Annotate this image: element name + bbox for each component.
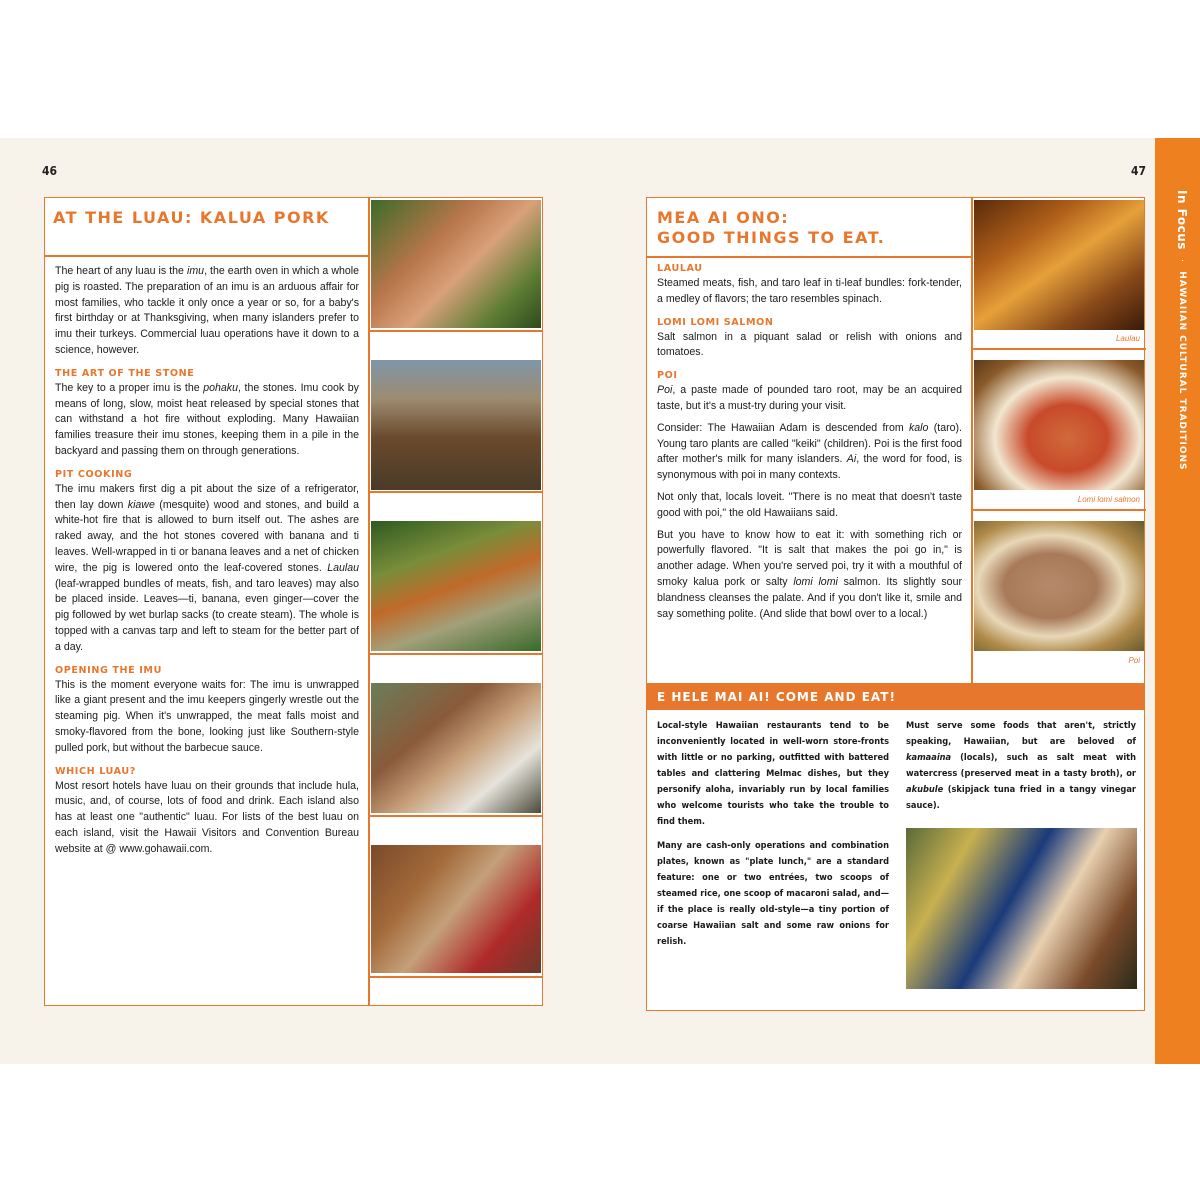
photo-divider — [369, 815, 543, 817]
section-heading: PIT COOKING — [55, 468, 133, 480]
section-paragraph: Poi, a paste made of pounded taro root, may be an acquired taste, but it's a must-try during your visit. — [657, 384, 962, 412]
come-and-eat-box — [646, 684, 1145, 1011]
come-and-eat-banner — [647, 684, 1144, 710]
roast-pig-photo — [371, 200, 541, 328]
good-things-box — [646, 197, 1145, 684]
section-heading: POI — [657, 370, 678, 382]
chapter-sidebar — [1155, 138, 1200, 1064]
section-heading: THE ART OF THE STONE — [55, 367, 195, 379]
section-paragraph: Salt salmon in a piquant salad or relish with onions and tomatoes. — [657, 330, 962, 359]
right-page-number: 47 — [1131, 164, 1147, 178]
section-paragraph: This is the moment everyone waits for: The imu is unwrapped like a giant present and the imu keepers gingerly wrestle out the steaming pig. When it's unwrapped, the meat falls moist and smoky-flavored from the bone, looking just like Southern-style pulled pork, but without the barbecue sauce. — [55, 678, 359, 754]
pulled-pork-photo — [371, 845, 541, 973]
title-divider — [647, 256, 972, 258]
photo-divider — [972, 348, 1146, 350]
book-spread — [0, 138, 1200, 1064]
photo-divider — [369, 330, 543, 332]
lomi-lomi-salmon-caption: Lomi lomi salmon — [1077, 495, 1140, 504]
title-divider — [45, 255, 369, 257]
good-things-text — [657, 262, 962, 628]
laulau-caption: Laulau — [1115, 334, 1140, 343]
column-divider — [971, 198, 973, 684]
in-focus-label: In Focus — [1175, 190, 1189, 250]
poi-caption: Poi — [1128, 656, 1140, 665]
section-heading: LOMI LOMI SALMON — [657, 316, 774, 328]
restaurant-diners-photo — [906, 828, 1137, 989]
eat-paragraph: Many are cash-only operations and combination plates, known as "plate lunch," are a standard feature: one or two entrées, two scoops of steamed rice, one scoop of macaroni salad, and—if the place is really old-style—a tiny portion of coarse Hawaiian salt and some raw onions for relish. — [657, 840, 889, 947]
section-paragraph: The key to a proper imu is the pohaku, the stones. Imu cook by means of long, slow, moist heat released by special stones that can withstand a hot fire without exploding. Many Hawaiian families treasure their imu stones, keeping them in a pile in the backyard and passing them on through generations. — [55, 381, 359, 457]
kalua-pork-title: AT THE LUAU: KALUA PORK — [53, 208, 330, 227]
section-heading: OPENING THE IMU — [55, 664, 162, 676]
intro-paragraph: The heart of any luau is the imu, the earth oven in which a whole pig is roasted. The preparation of an imu is an arduous affair for most families, who tackle it only once a year or so, for a baby's first birthday or at Thanksgiving, when many islanders prefer to imu their turkeys. Commercial luau operations have it down to a science, however. — [55, 265, 360, 356]
kalua-pork-text — [55, 264, 359, 864]
photo-divider — [369, 653, 543, 655]
eat-paragraph: Must serve some foods that aren't, strictly speaking, Hawaiian, but are beloved of kamaaina (locals), such as salt meat with watercress (preserved meat in a tasty broth), or akubule (skipjack tuna fried in a tangy vinegar sauce). — [906, 720, 1136, 811]
photo-divider — [369, 491, 543, 493]
photo-divider — [369, 976, 543, 978]
section-paragraph: Most resort hotels have luau on their grounds that include hula, music, and, of course, lots of food and drink. Each island also has at least one "authentic" luau. For lists of the best luau on each island, visit the Hawaii Visitors and Convention Bureau website at @ www.gohawaii.com. — [55, 779, 359, 855]
section-paragraph: Not only that, locals loveit. "There is no meat that doesn't taste good with poi," the old Hawaiians said. — [657, 490, 962, 519]
poi-photo — [974, 521, 1144, 651]
section-paragraph: But you have to know how to eat it: with something rich or powerfully flavored. "It is salt that makes the poi go in," is another adage. When you're served poi, try it with a mouthful of smoky kalua pork or salty lomi lomi salmon. Its slightly sour blandness cleanses the palate. And if you don't like it, smile and say something polite. (And slide that bowl over to a local.) — [657, 528, 962, 620]
come-and-eat-column-1 — [657, 718, 889, 958]
section-heading: WHICH LUAU? — [55, 765, 136, 777]
unwrapping-pig-photo — [371, 683, 541, 813]
section-paragraph: Consider: The Hawaiian Adam is descended from kalo (taro). Young taro plants are called "keiki" (children). Poi is the first food after mother's milk for many islanders. Ai, the word for food, is synonymous with poi in many contexts. — [657, 421, 962, 482]
section-paragraph: The imu makers first dig a pit about the size of a refrigerator, then lay down kiawe (mesquite) wood and stones, and build a white-hot fire that is allowed to burn itself out. The ashes are raked away, and the hot stones covered with banana and ti leaves. Well-wrapped in ti or banana leaves and a net of chicken wire, the pig is lowered onto the leaf-covered stones. Laulau (leaf-wrapped bundles of meats, fish, and taro leaves) may also be placed inside. Leaves—ti, banana, even ginger—cover the pig followed by wet burlap sacks (to create steam). The whole is topped with a canvas tarp and left to steam for the better part of a day. — [55, 482, 359, 653]
left-page-number: 46 — [42, 164, 58, 178]
imu-ceremony-photo — [371, 521, 541, 651]
imu-pit-photo — [371, 360, 541, 490]
come-and-eat-column-2 — [906, 718, 1136, 822]
lomi-lomi-salmon-photo — [974, 360, 1144, 490]
section-heading: LAULAU — [657, 263, 703, 274]
sidebar-label — [1175, 190, 1189, 471]
laulau-photo — [974, 200, 1144, 330]
photo-divider — [972, 509, 1146, 511]
good-things-title: MEA AI ONO: GOOD THINGS TO EAT. — [657, 208, 886, 247]
banner-title: E HELE MAI AI! COME AND EAT! — [657, 690, 896, 704]
column-divider — [368, 198, 370, 1005]
kalua-pork-box — [44, 197, 543, 1006]
section-paragraph: Steamed meats, fish, and taro leaf in ti-leaf bundles: fork-tender, a medley of flavors; the taro resembles spinach. — [657, 277, 962, 305]
eat-paragraph: Local-style Hawaiian restaurants tend to be inconveniently located in well-worn store-fronts with little or no parking, outfitted with battered tables and clattering Melmac dishes, but they personify aloha, invariably run by local families who welcome tourists who take the trouble to find them. — [657, 720, 889, 827]
chapter-label: HAWAIIAN CULTURAL TRADITIONS — [1177, 271, 1187, 471]
